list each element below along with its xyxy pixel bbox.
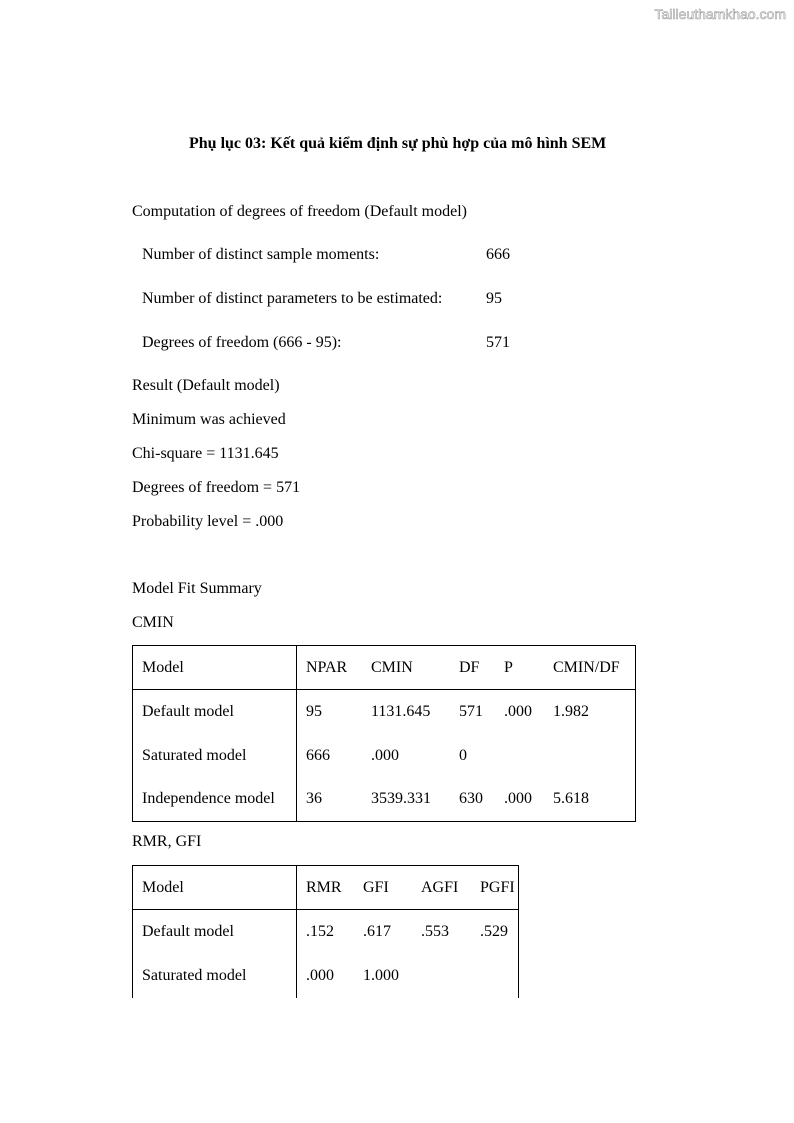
table-cell: 666 bbox=[306, 746, 330, 764]
header-cell: NPAR bbox=[297, 646, 363, 690]
result-line: Probability level = .000 bbox=[132, 513, 284, 530]
table-header-row bbox=[133, 866, 519, 910]
header-cell: RMR bbox=[297, 866, 355, 910]
fit-summary-heading: Model Fit Summary bbox=[132, 580, 262, 597]
table-cell: 1.000 bbox=[363, 966, 399, 984]
header-cell: P bbox=[495, 646, 544, 690]
table-cell: 5.618 bbox=[553, 790, 589, 808]
page-title: Phụ lục 03: Kết quả kiểm định sự phù hợp của mô hình SEM bbox=[189, 135, 607, 152]
table-cell: 3539.331 bbox=[371, 790, 431, 808]
dof-value-moments: 666 bbox=[486, 246, 510, 263]
table-header-row bbox=[133, 646, 636, 690]
result-heading: Result (Default model) bbox=[132, 377, 280, 394]
dof-heading: Computation of degrees of freedom (Default model) bbox=[132, 203, 467, 220]
table-cell: .000 bbox=[504, 702, 532, 720]
header-cell: CMIN/DF bbox=[544, 646, 636, 690]
result-line: Degrees of freedom = 571 bbox=[132, 479, 301, 496]
table-cell: 1.982 bbox=[553, 702, 589, 720]
table-cell: 1131.645 bbox=[371, 702, 431, 720]
table-cell: 36 bbox=[306, 790, 322, 808]
dof-label-parameters: Number of distinct parameters to be estimated: bbox=[142, 290, 443, 307]
table-cell: .553 bbox=[421, 922, 449, 940]
header-cell: GFI bbox=[354, 866, 412, 910]
table-cell bbox=[544, 734, 636, 778]
dof-value-degrees: 571 bbox=[486, 334, 510, 351]
table-cell: 630 bbox=[459, 790, 483, 808]
table-row bbox=[133, 954, 519, 998]
table-row bbox=[133, 734, 636, 778]
cmin-table bbox=[132, 645, 636, 822]
table-cell: Saturated model bbox=[133, 954, 297, 998]
table-cell: Saturated model bbox=[133, 734, 297, 778]
table-cell bbox=[471, 954, 519, 998]
table-cell: 95 bbox=[306, 702, 322, 720]
header-cell: AGFI bbox=[412, 866, 471, 910]
cmin-label: CMIN bbox=[132, 614, 174, 631]
header-cell: CMIN bbox=[362, 646, 450, 690]
table-cell: .000 bbox=[306, 966, 334, 984]
watermark: Tailieuthamkhao.com bbox=[654, 6, 786, 22]
header-cell: Model bbox=[133, 646, 297, 690]
table-row bbox=[133, 778, 636, 822]
table-cell: Independence model bbox=[133, 778, 297, 822]
result-line: Minimum was achieved bbox=[132, 411, 286, 428]
table-cell: Default model bbox=[133, 690, 297, 734]
table-cell: 571 bbox=[459, 702, 483, 720]
table-cell: Default model bbox=[133, 910, 297, 954]
rmr-gfi-table bbox=[132, 865, 519, 998]
rmr-label: RMR, GFI bbox=[132, 833, 202, 850]
header-cell: PGFI bbox=[471, 866, 519, 910]
result-line: Chi-square = 1131.645 bbox=[132, 445, 279, 462]
table-cell bbox=[412, 954, 471, 998]
table-cell: .529 bbox=[480, 922, 508, 940]
header-cell: Model bbox=[133, 866, 297, 910]
table-cell: .000 bbox=[371, 746, 399, 764]
dof-label-degrees: Degrees of freedom (666 - 95): bbox=[142, 334, 342, 351]
table-row bbox=[133, 690, 636, 734]
dof-label-moments: Number of distinct sample moments: bbox=[142, 246, 380, 263]
table-cell: 0 bbox=[459, 746, 467, 764]
table-cell: .000 bbox=[504, 790, 532, 808]
table-row bbox=[133, 910, 519, 954]
header-cell: DF bbox=[450, 646, 495, 690]
table-cell: .152 bbox=[306, 922, 334, 940]
dof-value-parameters: 95 bbox=[486, 290, 502, 307]
table-cell bbox=[495, 734, 544, 778]
table-cell: .617 bbox=[363, 922, 391, 940]
